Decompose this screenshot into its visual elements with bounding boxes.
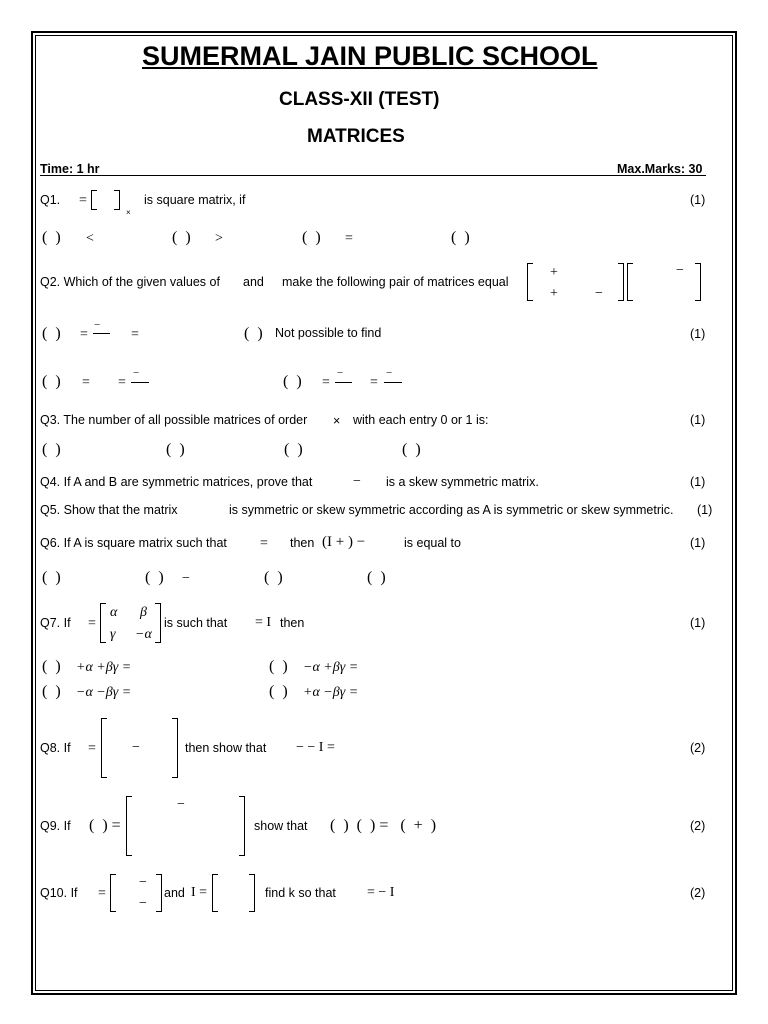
q7-option-b[interactable]: ( ) [269,658,288,675]
q8-equals: = [88,741,96,756]
q2-matrix2-right-bracket [695,263,701,301]
q7-matrix-right-bracket [155,603,161,643]
q2-option-d-eq: = [322,375,330,390]
q8-matrix-right-bracket [172,718,178,778]
q7-eq-i: = I [255,615,272,630]
q2-option-a-frac-minus: − [94,319,101,331]
q3-text2: with each entry 0 or 1 is: [353,413,489,427]
q2-option-d-frac-minus: − [337,367,344,379]
q2-option-d[interactable]: ( ) [283,373,302,390]
q2-matrix1-plus-top: + [550,265,558,280]
q10-marks: (2) [690,886,706,900]
q1-label: Q1. [40,193,61,207]
q10-matrix-i-right-bracket [249,874,255,912]
q2-matrix2-minus: − [676,263,684,278]
q3-option-c[interactable]: ( ) [284,441,303,458]
q10-text2: find k so that [265,886,336,900]
q10-expression: = − I [367,885,395,900]
q9-matrix-right-bracket [239,796,245,856]
q10-matrix-a-minus-bottom: − [139,896,147,911]
school-title: SUMERMAL JAIN PUBLIC SCHOOL [142,41,598,71]
q10-matrix-a-minus-top: − [139,875,147,890]
q2-option-c-frac-minus: − [133,367,140,379]
q10-equals: = [98,886,106,901]
q7-option-d-expr: +α −βγ = [303,685,359,700]
q6-text2: is equal to [404,536,461,550]
q9-marks: (2) [690,819,706,833]
q2-matrix1-left-bracket [527,263,533,301]
class-heading: CLASS-XII (TEST) [279,89,440,110]
q1-marks: (1) [690,193,706,207]
subject-heading: MATRICES [307,126,405,147]
q2-option-d-fraction-bar2 [384,382,402,383]
q2-option-d-eq2: = [370,375,378,390]
header-rule [40,175,706,176]
q7-option-d[interactable]: ( ) [269,683,288,700]
q8-text: Q8. If [40,741,71,755]
q9-matrix-left-bracket [126,796,132,856]
q10-matrix-i-left-bracket [212,874,218,912]
q10-text: Q10. If [40,886,78,900]
q2-option-a-eq: = [80,327,88,342]
q1-matrix-right-bracket [114,190,120,210]
q7-option-c-expr: −α −βγ = [76,685,132,700]
q3-text: Q3. The number of all possible matrices of order [40,413,308,427]
q1-option-d[interactable]: ( ) [451,229,470,246]
q8-expression: − − I = [296,740,335,755]
q10-matrix-a-right-bracket [156,874,162,912]
q7-option-c[interactable]: ( ) [42,683,61,700]
q2-option-c-eq2: = [118,375,126,390]
q9-expression: ( ) ( ) = ( + ) [330,817,437,834]
max-marks-label: Max.Marks: 30 [617,162,703,176]
q1-order-cross: × [126,208,131,217]
q8-matrix-minus: − [132,740,140,755]
q1-equals: = [79,193,87,208]
q8-marks: (2) [690,741,706,755]
q2-matrix1-right-bracket [618,263,624,301]
q2-option-b-text: Not possible to find [275,326,382,340]
q8-matrix-left-bracket [101,718,107,778]
q1-option-a-symbol: < [86,231,94,246]
q6-text: Q6. If A is square matrix such that [40,536,227,550]
q7-text2: is such that [164,616,228,630]
q7-marks: (1) [690,616,706,630]
q2-option-a-eq2: = [131,327,139,342]
q2-option-a-fraction-bar [93,333,110,334]
time-label: Time: 1 hr [40,162,100,176]
q1-option-a[interactable]: ( ) [42,229,61,246]
q10-and: and [164,886,185,900]
q5-marks: (1) [697,503,713,517]
q6-option-d[interactable]: ( ) [367,569,386,586]
q9-lhs: ( ) = [89,817,121,834]
q4-text2: is a skew symmetric matrix. [386,475,539,489]
q2-marks: (1) [690,327,706,341]
q2-matrix1-minus: − [595,286,603,301]
q3-option-b[interactable]: ( ) [166,441,185,458]
q7-option-a-expr: +α +βγ = [76,660,132,675]
q9-matrix-minus: − [177,797,185,812]
q1-option-b-symbol: > [215,231,223,246]
q3-option-a[interactable]: ( ) [42,441,61,458]
q2-text: Q2. Which of the given values of [40,275,220,289]
q7-option-b-expr: −α +βγ = [303,660,359,675]
q2-option-a[interactable]: ( ) [42,325,61,342]
q3-marks: (1) [690,413,706,427]
q7-matrix-neg-alpha: −α [135,627,152,642]
q2-option-c-fraction-bar [131,382,149,383]
q6-expression: (I + ) − [322,534,366,550]
q3-option-d[interactable]: ( ) [402,441,421,458]
q6-option-a[interactable]: ( ) [42,569,61,586]
q2-option-c[interactable]: ( ) [42,373,61,390]
q6-equals: = [260,536,268,551]
q6-marks: (1) [690,536,706,550]
q9-text2: show that [254,819,308,833]
q1-option-c-symbol: = [345,231,353,246]
q1-option-c[interactable]: ( ) [302,229,321,246]
q7-matrix-alpha: α [110,605,118,620]
q6-option-c[interactable]: ( ) [264,569,283,586]
q2-option-b[interactable]: ( ) [244,325,263,342]
q6-option-b-minus: − [182,571,190,586]
q2-option-c-eq: = [82,375,90,390]
q2-text2: make the following pair of matrices equal [282,275,509,289]
q4-minus: − [353,474,361,489]
q1-matrix-left-bracket [91,190,97,210]
q7-matrix-gamma: γ [110,627,116,642]
q4-marks: (1) [690,475,706,489]
q7-then: then [280,616,305,630]
q1-option-b[interactable]: ( ) [172,229,191,246]
q7-matrix-left-bracket [100,603,106,643]
q10-matrix-a-left-bracket [110,874,116,912]
q2-matrix1-plus-bottom: + [550,286,558,301]
q4-text: Q4. If A and B are symmetric matrices, prove that [40,475,313,489]
q9-text: Q9. If [40,819,71,833]
q5-text: Q5. Show that the matrix [40,503,178,517]
q2-option-d-fraction-bar [335,382,352,383]
q7-text: Q7. If [40,616,71,630]
q6-then: then [290,536,315,550]
q2-option-d-frac2-minus: − [386,367,393,379]
q8-text2: then show that [185,741,267,755]
q3-cross: × [333,414,341,428]
q1-text: is square matrix, if [144,193,246,207]
q7-matrix-beta: β [140,605,147,620]
q7-option-a[interactable]: ( ) [42,658,61,675]
q10-i-eq: I = [191,885,208,900]
q7-equals: = [88,616,96,631]
q5-text2: is symmetric or skew symmetric according as A is symmetric or skew symmetric. [229,503,674,517]
q2-and: and [243,275,264,289]
q6-option-b[interactable]: ( ) [145,569,164,586]
q2-matrix2-left-bracket [627,263,633,301]
